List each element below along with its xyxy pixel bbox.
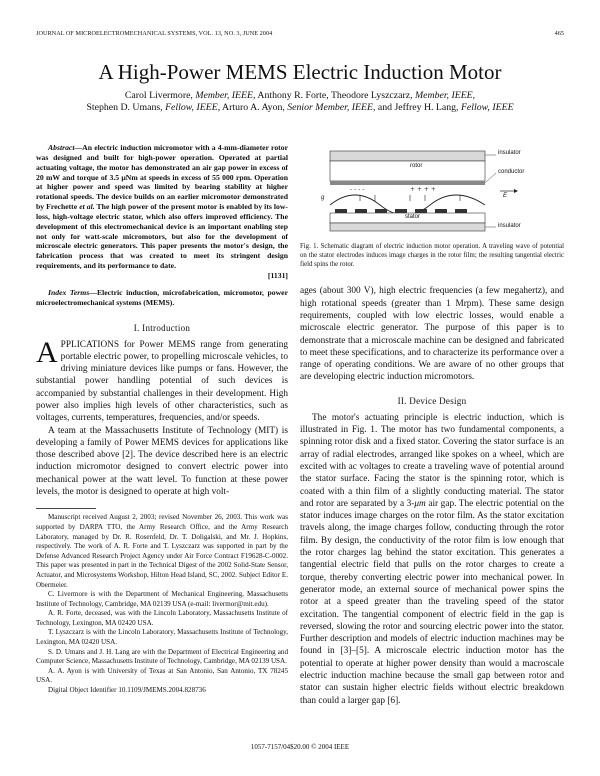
author-line-1: Carol Livermore, Member, IEEE, Anthony R. Forte, Theodore Lyszczarz, Member, IEEE, [124,90,476,101]
abstract: Abstract—An electric induction micromotor with a 4-mm-diameter rotor was designed and built for high-power operation. Operated at partial actuating voltage, the motor has demonstrated an air gap power in excess of 20 mW and torque of 3.5 μNm at speeds in excess of 55 000 rpm. Operation at higher power and speed was limited by bearing stability at higher rotational speeds. The device builds on an earlier micromotor demonstrated by Frechette et al. The high power of the present motor is enabled by its low-loss, high-voltage electric stator, which also offers improved efficiency. The development of this electromechanical device is an important enabling step not only for watt-scale micromotors, but also for the development of microscale electric generators. This paper presents the motor's design, the fabrication process that was created to meet its stringent design requirements, and its performance to date. [36,143,288,271]
footnote-lyszczarz: T. Lyszczarz is with the Lincoln Laboratory, Massachusetts Institute of Technology, Lexington, MA 02420 USA. [36,628,288,647]
intro-paragraph-2-cont: ages (about 300 V), high electric frequencies (a few megahertz), and high rotational speeds (greater than 1 Mrpm). These same design requirements, coupled with low electric losses, would enable a microscale electric generator. The purpose of this paper is to demonstrate that a microscale machine can be designed and fabricated to meet these specifications, and to characterize its performance over a range of operating conditions. We are aware of no other groups that are developing electric induction micromotors. [300,286,564,383]
top-insulator-band [330,151,485,161]
svg-text:+ + + +: + + + + [410,186,436,193]
label-rotor: rotor [410,163,423,169]
right-column [300,143,564,707]
section-2-heading: II. Device Design [397,395,467,406]
label-conductor: conductor [498,169,525,175]
footnote-doi: Digital Object Identifier 10.1109/JMEMS.2004.828736 [48,686,206,695]
footnote-ayon: A. A. Ayon is with University of Texas at San Antonio, San Antonio, TX 78245 USA. [36,666,288,685]
conductor-film [330,181,485,185]
dropcap: A [36,335,58,369]
field-arrows [360,195,460,201]
figure-1 [300,143,564,237]
label-stator: stator [405,214,421,220]
author-list [30,90,570,115]
abstract-ref: [1131] [267,270,288,280]
svg-text:- - - -: - - - - [350,186,365,193]
section-1-heading: I. Introduction [133,322,191,333]
left-column [36,143,288,696]
label-e-field: E [503,193,508,199]
index-terms: Index Terms—Electric induction, microfabrication, micromotor, power microelectromechanical systems (MEMS). [36,287,288,307]
footnote-forte: A. R. Forte, deceased, was with the Lincoln Laboratory, Massachusetts Institute of Technology, Lexington, MA 02420 USA. [36,609,288,627]
author-line-2: Stephen D. Umans, Fellow, IEEE, Arturo A. Ayon, Senior Member, IEEE, and Jeffrey H. Lang, Fellow, IEEE [86,102,514,114]
footnote-livermore: C. Livermore is with the Department of Mechanical Engineering, Massachusetts Institute of Technology, Cambridge, MA 02139 USA (e-mail: livermor@mit.edu). [36,590,288,608]
footnote-manuscript: Manuscript received August 2, 2003; revised November 26, 2003. This work was supported by DARPA TTO, the Army Research Office, and the Army Research Laboratory, managed by Dr. R. Rosenfeld, Dr. T. Doligalski, and Mr. J. Hopkins, respectively. The work of A. R. Forte and T. Lyszczarz was supported in part by the Defense Advanced Research Project Agency under Air Force Contract F19628-C-0002. This paper was presented in part in the Technical Digest of the 2002 Solid-State Sensor, Actuator, and Microsystems Workshop, Hilton Head Island, SC, 2002. Subject Editor E. Obermeier. [36,513,288,589]
label-insulator-top: insulator [498,150,521,156]
rotor-image-charges [350,186,436,193]
copyright-footer: 1057-7157/04$20.00 © 2004 IEEE [250,743,350,751]
intro-paragraph-2: A team at the Massachusetts Institute of Technology (MIT) is developing a family of Power MEMS devices for applications like those described above [2]. The device described here is an electric induction micromotor designed to convert electric power into mechanical power at the watt level. To function at these power levels, the motor is designed to operate at high volt- [36,425,288,498]
footnote-umans-lang: S. D. Umans and J. H. Lang are with the Department of Electrical Engineering and Computer Science, Massachusetts Institute of Technology, Cambridge, MA 02139 USA. [36,647,288,666]
figure-1-caption: Fig. 1. Schematic diagram of electric induction motor operation. A traveling wave of potential on the stator electrodes induces image charges in the rotor film; the resulting tangential electric field spins the rotor. [300,243,564,268]
journal-header: JOURNAL OF MICROELECTROMECHANICAL SYSTEMS, VOL. 13, NO. 3, JUNE 2004 [36,30,273,37]
bottom-insulator-band [330,223,485,231]
stator-electrodes [335,209,467,213]
footnote-rule [36,508,96,509]
design-paragraph: The motor's actuating principle is electric induction, which is illustrated in Fig. 1. The motor has two fundamental components, a spinning rotor disk and a fixed stator. Covering the stator surface is an array of radial electrodes, arranged like spokes on a wheel, which are excited with ac voltages to create a traveling wave of potential around the stator surface. Facing the stator is the spinning rotor, which is coated with a thin film of a slightly conducting material. The stator and rotor are separated by a 3-μm air gap. The electric potential on the stator induces image charges on the rotor film. As the stator excitation travels along, the image charges follow, conducting through the rotor film. By design, the conductivity of the rotor film is low enough that the rotor charges lag behind the stator excitation. This generates a tangential electric field that pulls on the rotor charges to create a torque, thereby converting electric power into mechanical power. In generator mode, an external source of mechanical power spins the rotor at a speed greater than the traveling speed of the stator excitation. The tangential component of electric field in the gap is reversed, slowing the rotor and sourcing electric power into the stator. Further description and models of electric induction machines may be found in [3]–[5]. A microscale electric induction motor has the potential to operate at higher power density than would a macroscale electric induction machine because the small gap between rotor and stator can sustain higher electric fields without electric breakdown than could a larger gap [6]. [300,412,564,706]
paper-title: A High-Power MEMS Electric Induction Motor [98,60,502,84]
label-gap: g [321,195,325,201]
page-number: 465 [554,30,564,37]
motor-schematic [300,143,564,237]
label-leaders [485,155,496,227]
intro-paragraph-1: APPLICATIONS for Power MEMS range from generating portable electric power, to propelling microscale vehicles, to driving miniature devices like pumps or fans. However, the substantial power handling potential of such devices is accompanied by substantial challenges in their development. High power also implies high levels of other characteristics, such as voltages, currents, temperatures, frequencies, and/or speeds. [36,335,288,424]
footnotes [36,513,288,695]
rotor-body [330,161,485,181]
label-insulator-bottom: insulator [498,223,521,229]
